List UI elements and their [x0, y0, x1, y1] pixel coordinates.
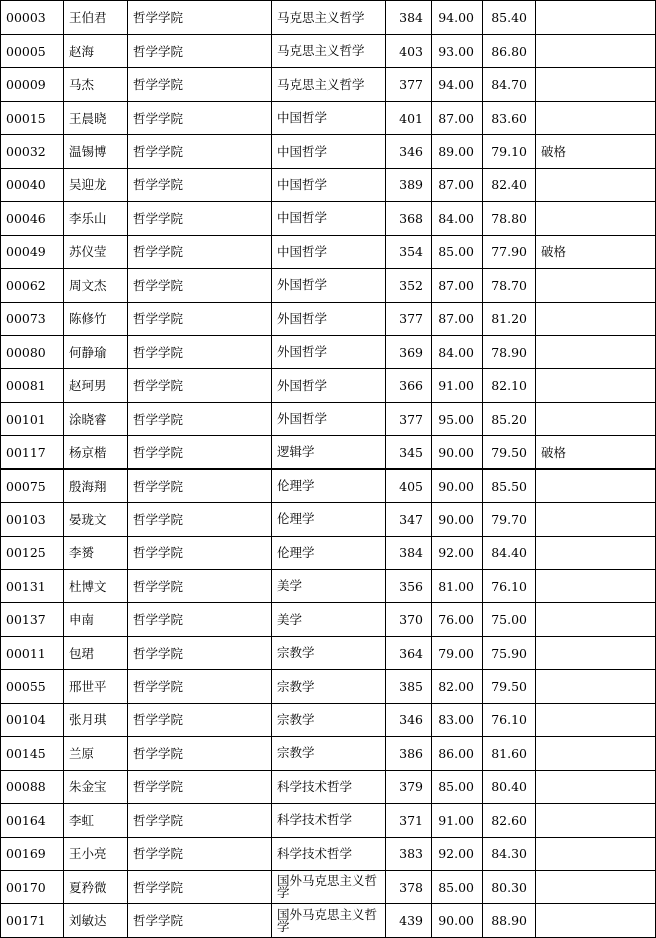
table-row [1, 703, 656, 736]
exam-score-cell: 383 [386, 837, 432, 870]
exam-score-cell: 385 [386, 670, 432, 703]
candidate-id-cell: 00011 [1, 636, 64, 669]
exam-score-cell: 384 [386, 1, 432, 35]
candidate-name-cell: 夏矜微 [64, 870, 128, 903]
candidate-id-cell: 00040 [1, 168, 64, 201]
school-cell: 哲学学院 [128, 670, 272, 703]
interview-score-cell: 86.00 [432, 737, 483, 770]
total-score-cell: 80.40 [483, 770, 536, 803]
candidate-name-cell: 苏仪莹 [64, 235, 128, 268]
table-row [1, 503, 656, 536]
candidate-id-cell: 00164 [1, 804, 64, 837]
note-cell [536, 636, 656, 669]
school-cell: 哲学学院 [128, 68, 272, 101]
candidate-name-cell: 赵珂男 [64, 369, 128, 402]
note-cell [536, 469, 656, 502]
candidate-id-cell: 00075 [1, 469, 64, 502]
school-cell: 哲学学院 [128, 402, 272, 435]
exam-score-cell: 345 [386, 436, 432, 469]
school-cell: 哲学学院 [128, 335, 272, 368]
candidate-id-cell: 00062 [1, 269, 64, 302]
table-row [1, 68, 656, 101]
exam-score-cell: 370 [386, 603, 432, 636]
interview-score-cell: 94.00 [432, 68, 483, 101]
school-cell: 哲学学院 [128, 369, 272, 402]
note-cell [536, 35, 656, 68]
major-cell: 外国哲学 [272, 402, 386, 435]
school-cell: 哲学学院 [128, 168, 272, 201]
interview-score-cell: 93.00 [432, 35, 483, 68]
candidate-name-cell: 陈修竹 [64, 302, 128, 335]
candidate-id-cell: 00117 [1, 436, 64, 469]
note-cell [536, 101, 656, 134]
total-score-cell: 85.20 [483, 402, 536, 435]
interview-score-cell: 87.00 [432, 302, 483, 335]
table-row [1, 770, 656, 803]
major-cell: 外国哲学 [272, 302, 386, 335]
note-cell: 破格 [536, 135, 656, 168]
exam-score-cell: 368 [386, 202, 432, 235]
total-score-cell: 78.80 [483, 202, 536, 235]
table-row [1, 335, 656, 368]
candidate-id-cell: 00009 [1, 68, 64, 101]
candidate-name-cell: 晏珑文 [64, 503, 128, 536]
candidate-name-cell: 周文杰 [64, 269, 128, 302]
interview-score-cell: 81.00 [432, 570, 483, 603]
exam-score-cell: 401 [386, 101, 432, 134]
candidate-name-cell: 何静瑜 [64, 335, 128, 368]
major-cell: 科学技术哲学 [272, 837, 386, 870]
major-cell: 马克思主义哲学 [272, 35, 386, 68]
table-row [1, 570, 656, 603]
note-cell [536, 770, 656, 803]
interview-score-cell: 90.00 [432, 469, 483, 502]
candidate-id-cell: 00103 [1, 503, 64, 536]
candidate-name-cell: 张月琪 [64, 703, 128, 736]
major-cell: 马克思主义哲学 [272, 1, 386, 35]
candidate-name-cell: 申南 [64, 603, 128, 636]
major-cell: 宗教学 [272, 703, 386, 736]
major-cell: 外国哲学 [272, 269, 386, 302]
major-cell: 中国哲学 [272, 168, 386, 201]
candidate-id-cell: 00101 [1, 402, 64, 435]
total-score-cell: 81.60 [483, 737, 536, 770]
school-cell: 哲学学院 [128, 536, 272, 569]
note-cell [536, 536, 656, 569]
interview-score-cell: 79.00 [432, 636, 483, 669]
exam-score-cell: 377 [386, 402, 432, 435]
school-cell: 哲学学院 [128, 202, 272, 235]
exam-score-cell: 356 [386, 570, 432, 603]
total-score-cell: 77.90 [483, 235, 536, 268]
interview-score-cell: 76.00 [432, 603, 483, 636]
total-score-cell: 76.10 [483, 570, 536, 603]
school-cell: 哲学学院 [128, 1, 272, 35]
total-score-cell: 79.10 [483, 135, 536, 168]
table-row [1, 402, 656, 435]
interview-score-cell: 91.00 [432, 369, 483, 402]
candidate-name-cell: 涂晓睿 [64, 402, 128, 435]
note-cell [536, 168, 656, 201]
table-row [1, 469, 656, 502]
table-row [1, 101, 656, 134]
candidate-id-cell: 00081 [1, 369, 64, 402]
table-row [1, 302, 656, 335]
table-row [1, 235, 656, 268]
exam-score-cell: 384 [386, 536, 432, 569]
major-cell: 国外马克思主义哲学 [272, 870, 386, 903]
table-row [1, 168, 656, 201]
note-cell [536, 269, 656, 302]
candidate-id-cell: 00104 [1, 703, 64, 736]
school-cell: 哲学学院 [128, 603, 272, 636]
table-row [1, 436, 656, 469]
interview-score-cell: 84.00 [432, 335, 483, 368]
major-cell: 美学 [272, 570, 386, 603]
candidate-id-cell: 00145 [1, 737, 64, 770]
interview-score-cell: 87.00 [432, 168, 483, 201]
candidate-name-cell: 邢世平 [64, 670, 128, 703]
candidate-name-cell: 李赟 [64, 536, 128, 569]
interview-score-cell: 90.00 [432, 436, 483, 469]
note-cell [536, 202, 656, 235]
note-cell [536, 335, 656, 368]
table-row [1, 35, 656, 68]
exam-score-cell: 366 [386, 369, 432, 402]
candidate-id-cell: 00015 [1, 101, 64, 134]
table-row [1, 837, 656, 870]
candidate-id-cell: 00005 [1, 35, 64, 68]
candidate-name-cell: 王小亮 [64, 837, 128, 870]
school-cell: 哲学学院 [128, 269, 272, 302]
total-score-cell: 81.20 [483, 302, 536, 335]
total-score-cell: 79.50 [483, 670, 536, 703]
interview-score-cell: 83.00 [432, 703, 483, 736]
total-score-cell: 88.90 [483, 904, 536, 937]
interview-score-cell: 92.00 [432, 837, 483, 870]
candidate-name-cell: 杨京楷 [64, 436, 128, 469]
school-cell: 哲学学院 [128, 35, 272, 68]
interview-score-cell: 94.00 [432, 1, 483, 35]
exam-score-cell: 379 [386, 770, 432, 803]
interview-score-cell: 90.00 [432, 503, 483, 536]
school-cell: 哲学学院 [128, 101, 272, 134]
school-cell: 哲学学院 [128, 904, 272, 937]
candidate-name-cell: 李乐山 [64, 202, 128, 235]
major-cell: 外国哲学 [272, 335, 386, 368]
school-cell: 哲学学院 [128, 570, 272, 603]
major-cell: 科学技术哲学 [272, 770, 386, 803]
total-score-cell: 82.40 [483, 168, 536, 201]
total-score-cell: 80.30 [483, 870, 536, 903]
school-cell: 哲学学院 [128, 503, 272, 536]
major-cell: 宗教学 [272, 737, 386, 770]
candidate-name-cell: 吴迎龙 [64, 168, 128, 201]
interview-score-cell: 91.00 [432, 804, 483, 837]
major-cell: 宗教学 [272, 636, 386, 669]
total-score-cell: 78.70 [483, 269, 536, 302]
note-cell [536, 1, 656, 35]
note-cell [536, 302, 656, 335]
exam-score-cell: 371 [386, 804, 432, 837]
table-row [1, 269, 656, 302]
total-score-cell: 85.40 [483, 1, 536, 35]
table-row [1, 603, 656, 636]
table-row [1, 369, 656, 402]
interview-score-cell: 90.00 [432, 904, 483, 937]
total-score-cell: 75.90 [483, 636, 536, 669]
interview-score-cell: 95.00 [432, 402, 483, 435]
table-row [1, 202, 656, 235]
exam-score-cell: 346 [386, 703, 432, 736]
total-score-cell: 79.70 [483, 503, 536, 536]
interview-score-cell: 87.00 [432, 101, 483, 134]
interview-score-cell: 85.00 [432, 870, 483, 903]
candidate-id-cell: 00032 [1, 135, 64, 168]
candidate-id-cell: 00049 [1, 235, 64, 268]
table-row [1, 1, 656, 35]
interview-score-cell: 92.00 [432, 536, 483, 569]
note-cell [536, 402, 656, 435]
school-cell: 哲学学院 [128, 737, 272, 770]
school-cell: 哲学学院 [128, 636, 272, 669]
exam-score-cell: 364 [386, 636, 432, 669]
total-score-cell: 85.50 [483, 469, 536, 502]
note-cell [536, 804, 656, 837]
exam-score-cell: 347 [386, 503, 432, 536]
exam-score-cell: 386 [386, 737, 432, 770]
interview-score-cell: 89.00 [432, 135, 483, 168]
exam-score-cell: 377 [386, 302, 432, 335]
exam-score-cell: 389 [386, 168, 432, 201]
note-cell [536, 570, 656, 603]
school-cell: 哲学学院 [128, 837, 272, 870]
note-cell: 破格 [536, 235, 656, 268]
table-row [1, 804, 656, 837]
candidate-name-cell: 殷海翔 [64, 469, 128, 502]
total-score-cell: 82.10 [483, 369, 536, 402]
exam-score-cell: 377 [386, 68, 432, 101]
candidate-name-cell: 兰原 [64, 737, 128, 770]
table-row [1, 870, 656, 903]
candidate-id-cell: 00137 [1, 603, 64, 636]
table-row [1, 670, 656, 703]
major-cell: 宗教学 [272, 670, 386, 703]
school-cell: 哲学学院 [128, 135, 272, 168]
note-cell [536, 870, 656, 903]
candidate-name-cell: 朱金宝 [64, 770, 128, 803]
note-cell [536, 837, 656, 870]
candidate-id-cell: 00169 [1, 837, 64, 870]
candidate-name-cell: 刘敏达 [64, 904, 128, 937]
candidate-id-cell: 00170 [1, 870, 64, 903]
interview-score-cell: 85.00 [432, 235, 483, 268]
major-cell: 中国哲学 [272, 202, 386, 235]
note-cell [536, 369, 656, 402]
total-score-cell: 84.70 [483, 68, 536, 101]
total-score-cell: 84.40 [483, 536, 536, 569]
candidate-name-cell: 杜博文 [64, 570, 128, 603]
candidate-id-cell: 00125 [1, 536, 64, 569]
candidate-name-cell: 王晨晓 [64, 101, 128, 134]
major-cell: 逻辑学 [272, 436, 386, 469]
exam-score-cell: 346 [386, 135, 432, 168]
interview-score-cell: 84.00 [432, 202, 483, 235]
candidate-id-cell: 00171 [1, 904, 64, 937]
table-row [1, 737, 656, 770]
candidate-name-cell: 马杰 [64, 68, 128, 101]
candidate-name-cell: 李虹 [64, 804, 128, 837]
school-cell: 哲学学院 [128, 703, 272, 736]
exam-score-cell: 403 [386, 35, 432, 68]
table-body [1, 1, 656, 938]
major-cell: 中国哲学 [272, 135, 386, 168]
candidate-id-cell: 00046 [1, 202, 64, 235]
exam-score-cell: 378 [386, 870, 432, 903]
table-row [1, 536, 656, 569]
candidate-id-cell: 00073 [1, 302, 64, 335]
school-cell: 哲学学院 [128, 870, 272, 903]
table-row [1, 904, 656, 937]
interview-score-cell: 82.00 [432, 670, 483, 703]
candidate-name-cell: 王伯君 [64, 1, 128, 35]
note-cell: 破格 [536, 436, 656, 469]
major-cell: 美学 [272, 603, 386, 636]
candidate-id-cell: 00055 [1, 670, 64, 703]
candidate-name-cell: 包珺 [64, 636, 128, 669]
school-cell: 哲学学院 [128, 436, 272, 469]
school-cell: 哲学学院 [128, 302, 272, 335]
total-score-cell: 78.90 [483, 335, 536, 368]
interview-score-cell: 85.00 [432, 770, 483, 803]
note-cell [536, 703, 656, 736]
note-cell [536, 603, 656, 636]
major-cell: 中国哲学 [272, 235, 386, 268]
exam-score-cell: 352 [386, 269, 432, 302]
exam-score-cell: 405 [386, 469, 432, 502]
major-cell: 伦理学 [272, 503, 386, 536]
total-score-cell: 83.60 [483, 101, 536, 134]
major-cell: 伦理学 [272, 469, 386, 502]
school-cell: 哲学学院 [128, 770, 272, 803]
total-score-cell: 79.50 [483, 436, 536, 469]
school-cell: 哲学学院 [128, 235, 272, 268]
total-score-cell: 76.10 [483, 703, 536, 736]
note-cell [536, 904, 656, 937]
exam-score-cell: 439 [386, 904, 432, 937]
table-row [1, 636, 656, 669]
total-score-cell: 82.60 [483, 804, 536, 837]
major-cell: 马克思主义哲学 [272, 68, 386, 101]
candidate-id-cell: 00080 [1, 335, 64, 368]
candidate-id-cell: 00131 [1, 570, 64, 603]
school-cell: 哲学学院 [128, 469, 272, 502]
note-cell [536, 503, 656, 536]
candidate-name-cell: 温锡博 [64, 135, 128, 168]
candidate-id-cell: 00003 [1, 1, 64, 35]
exam-score-cell: 354 [386, 235, 432, 268]
major-cell: 科学技术哲学 [272, 804, 386, 837]
note-cell [536, 670, 656, 703]
total-score-cell: 86.80 [483, 35, 536, 68]
table-row [1, 135, 656, 168]
major-cell: 中国哲学 [272, 101, 386, 134]
school-cell: 哲学学院 [128, 804, 272, 837]
major-cell: 伦理学 [272, 536, 386, 569]
note-cell [536, 68, 656, 101]
major-cell: 外国哲学 [272, 369, 386, 402]
major-cell: 国外马克思主义哲学 [272, 904, 386, 937]
note-cell [536, 737, 656, 770]
total-score-cell: 84.30 [483, 837, 536, 870]
total-score-cell: 75.00 [483, 603, 536, 636]
candidate-name-cell: 赵海 [64, 35, 128, 68]
interview-score-cell: 87.00 [432, 269, 483, 302]
exam-score-cell: 369 [386, 335, 432, 368]
candidate-id-cell: 00088 [1, 770, 64, 803]
